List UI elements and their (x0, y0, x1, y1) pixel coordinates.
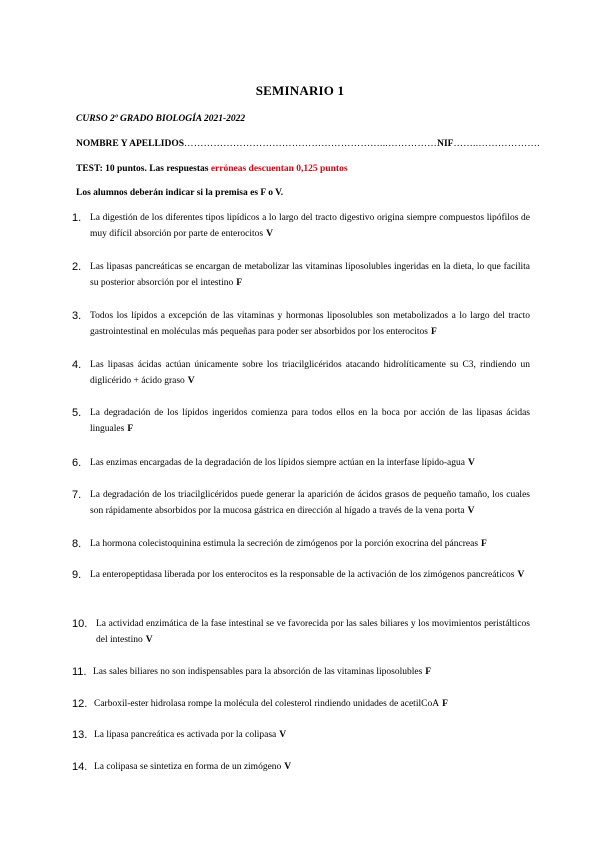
test-separator: . (144, 164, 150, 174)
question-item (72, 664, 530, 680)
question-number: 5. (72, 407, 82, 419)
question-answer: F (481, 539, 487, 549)
question-item (72, 357, 530, 389)
question-answer: V (467, 506, 475, 516)
question-text: La actividad enzimática de la fase intestinal se ve favorecida por las sales biliares y los movimientos peristálticos del intestino V (96, 619, 530, 645)
question-number: 6. (72, 457, 82, 469)
question-item (72, 567, 530, 583)
question-text: La enteropeptidasa liberada por los enterocitos es la responsable de la activación de los zimógenos pancreáticos V (90, 570, 525, 580)
name-label: NOMBRE Y APELLIDOS (76, 139, 185, 149)
nif-label: NIF (437, 139, 454, 149)
question-item (72, 536, 530, 552)
question-text: La lipasa pancreática es activada por la colipasa V (94, 730, 287, 740)
question-text: La colipasa se sintetiza en forma de un zimógeno V (94, 762, 292, 772)
question-answer: F (442, 699, 448, 709)
course-line: CURSO 2º GRADO BIOLOGÍA 2021-2022 (76, 114, 246, 124)
question-item (72, 455, 530, 471)
question-answer: F (425, 667, 432, 677)
question-number: 1. (72, 212, 82, 224)
question-item (72, 616, 530, 648)
question-text: Las lipasas pancreáticas se encargan de metabolizar las vitaminas liposolubles ingeridas en la dieta, lo que facilita su posterior absorción por el intestino F (90, 262, 530, 288)
question-answer: V (279, 730, 287, 740)
question-item (72, 405, 530, 437)
question-answer: V (467, 458, 475, 468)
question-answer: V (145, 635, 153, 645)
test-penalty: erróneas descuentan 0,125 puntos (210, 164, 348, 174)
name-dots: ……………………………………………………...…………… (184, 139, 438, 149)
question-number: 4. (72, 359, 82, 371)
instructions: Los alumnos deberán indicar si la premisa es F o V. (76, 188, 284, 198)
test-line (76, 163, 526, 175)
question-number: 10. (72, 618, 88, 630)
test-points: : 10 puntos (99, 164, 145, 174)
question-answer: V (266, 229, 273, 239)
question-number: 9. (72, 569, 82, 581)
question-item (72, 308, 530, 340)
question-text: La degradación de los lípidos ingeridos comienza para todos ellos en la boca por acción de las lipasas ácidas linguales F (90, 408, 530, 434)
question-answer: F (430, 327, 437, 337)
question-text: La degradación de los triacilglicéridos puede generar la aparición de ácidos grasos de pequeño tamaño, los cuales son rápidamente absorbidos por la mucosa gástrica en dirección al hígado a través de la vena porta V (90, 490, 530, 516)
test-label: TEST (76, 164, 100, 174)
question-item (72, 210, 530, 242)
question-text: La hormona colecistoquinina estimula la secreción de zimógenos por la porción exocrina del páncreas F (90, 539, 487, 549)
question-number: 14. (72, 761, 88, 773)
question-number: 13. (72, 729, 88, 741)
question-item (72, 259, 530, 291)
question-number: 12. (72, 698, 88, 710)
question-number: 3. (72, 310, 82, 322)
question-text: Todos los lípidos a excepción de las vitaminas y hormonas liposolubles son metabolizados a lo largo del tracto gastrointestinal en moléculas más pequeñas para poder ser absorbidos por los enterocitos F (90, 311, 530, 337)
name-line (76, 138, 540, 150)
question-text: Las lipasas ácidas actúan únicamente sobre los triacilglicéridos atacando hidrolíticamente su C3, rindiendo un diglicérido + ácido graso V (90, 360, 530, 386)
question-item (72, 727, 530, 743)
question-text: Las enzimas encargadas de la degradación de los lípidos siempre actúan en la interfase lípido-agua V (90, 458, 475, 468)
question-number: 7. (72, 489, 82, 501)
question-answer: F (236, 278, 243, 288)
question-answer: V (517, 570, 525, 580)
page-title: SEMINARIO 1 (255, 83, 345, 98)
nif-dots: ……..………………. (453, 139, 540, 149)
question-number: 2. (72, 261, 82, 273)
question-answer: V (187, 376, 195, 386)
test-answers: Las respuestas (149, 164, 211, 174)
question-item (72, 487, 530, 519)
question-number: 8. (72, 538, 82, 550)
question-text: La digestión de los diferentes tipos lipídicos a lo largo del tracto digestivo origina siempre compuestos lipófilos de muy difícil absorción por parte de enterocitos V (90, 213, 530, 239)
question-text: Las sales biliares no son indispensables para la absorción de las vitaminas liposolubles F (93, 667, 432, 677)
question-answer: V (284, 762, 292, 772)
question-text: Carboxil-ester hidrolasa rompe la molécula del colesterol rindiendo unidades de acetilCoA F (94, 699, 448, 709)
question-item (72, 759, 530, 775)
question-answer: F (127, 424, 134, 434)
question-item (72, 696, 530, 712)
question-number: 11. (72, 666, 87, 678)
